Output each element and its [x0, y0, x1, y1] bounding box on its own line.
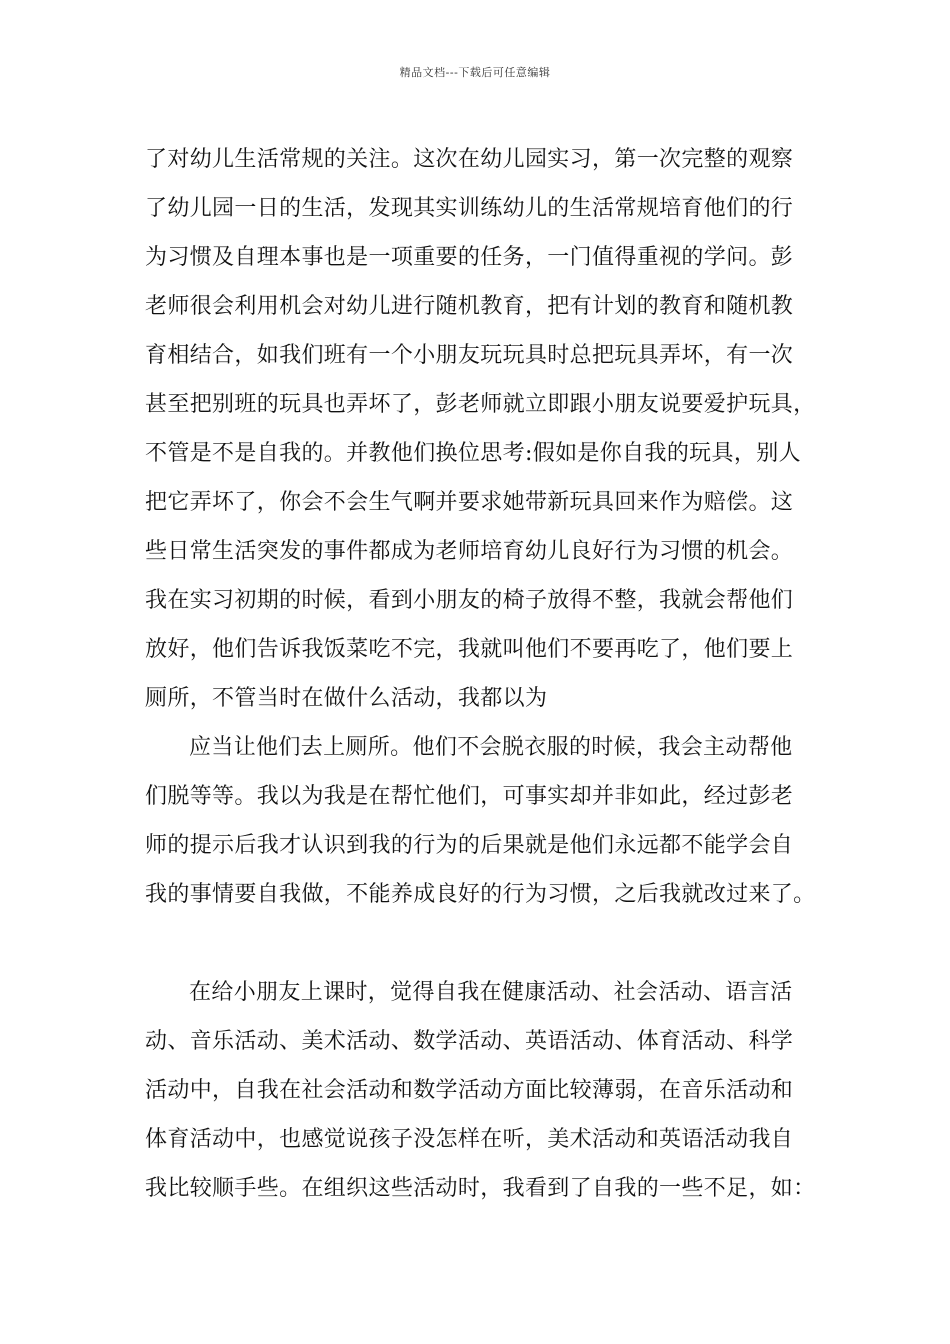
- text-line: 活动中，自我在社会活动和数学活动方面比较薄弱，在音乐活动和: [145, 1078, 794, 1103]
- text-line: 放好，他们告诉我饭菜吃不完，我就叫他们不要再吃了，他们要上: [145, 637, 794, 662]
- paragraph-3: [145, 968, 835, 1213]
- text-line: 动、音乐活动、美术活动、数学活动、英语活动、体育活动、科学: [145, 1029, 794, 1054]
- text-line: 为习惯及自理本事也是一项重要的任务，一门值得重视的学问。彭: [145, 245, 794, 270]
- text-line: 我的事情要自我做，不能养成良好的行为习惯，之后我就改过来了。: [145, 882, 816, 907]
- text-line: 师的提示后我才认识到我的行为的后果就是他们永远都不能学会自: [145, 833, 794, 858]
- text-line: 了对幼儿生活常规的关注。这次在幼儿园实习，第一次完整的观察: [145, 147, 794, 172]
- document-body: [145, 135, 835, 1213]
- text-line: 不管是不是自我的。并教他们换位思考:假如是你自我的玩具，别人: [145, 441, 801, 466]
- text-line: 些日常生活突发的事件都成为老师培育幼儿良好行为习惯的机会。: [145, 539, 794, 564]
- text-line: 甚至把别班的玩具也弄坏了，彭老师就立即跟小朋友说要爱护玩具，: [145, 392, 816, 417]
- text-line: 把它弄坏了，你会不会生气啊并要求她带新玩具回来作为赔偿。这: [145, 490, 794, 515]
- paragraph-2: [145, 723, 835, 919]
- text-line: 老师很会利用机会对幼儿进行随机教育，把有计划的教育和随机教: [145, 294, 794, 319]
- paragraph-spacer: [145, 919, 835, 968]
- text-line: 育相结合，如我们班有一个小朋友玩玩具时总把玩具弄坏，有一次: [145, 343, 794, 368]
- text-line: 我比较顺手些。在组织这些活动时，我看到了自我的一些不足，如：: [145, 1176, 816, 1201]
- text-line: 了幼儿园一日的生活，发现其实训练幼儿的生活常规培育他们的行: [145, 196, 794, 221]
- text-line: 体育活动中，也感觉说孩子没怎样在听，美术活动和英语活动我自: [145, 1127, 794, 1152]
- page-header: 精品文档---下载后可任意编辑: [399, 66, 551, 79]
- text-line: 应当让他们去上厕所。他们不会脱衣服的时候，我会主动帮他: [189, 735, 793, 760]
- text-line: 厕所，不管当时在做什么活动，我都以为: [145, 686, 548, 711]
- text-line: 在给小朋友上课时，觉得自我在健康活动、社会活动、语言活: [189, 980, 793, 1005]
- text-line: 我在实习初期的时候，看到小朋友的椅子放得不整，我就会帮他们: [145, 588, 794, 613]
- paragraph-1: [145, 135, 835, 723]
- text-line: 们脱等等。我以为我是在帮忙他们，可事实却并非如此，经过彭老: [145, 784, 794, 809]
